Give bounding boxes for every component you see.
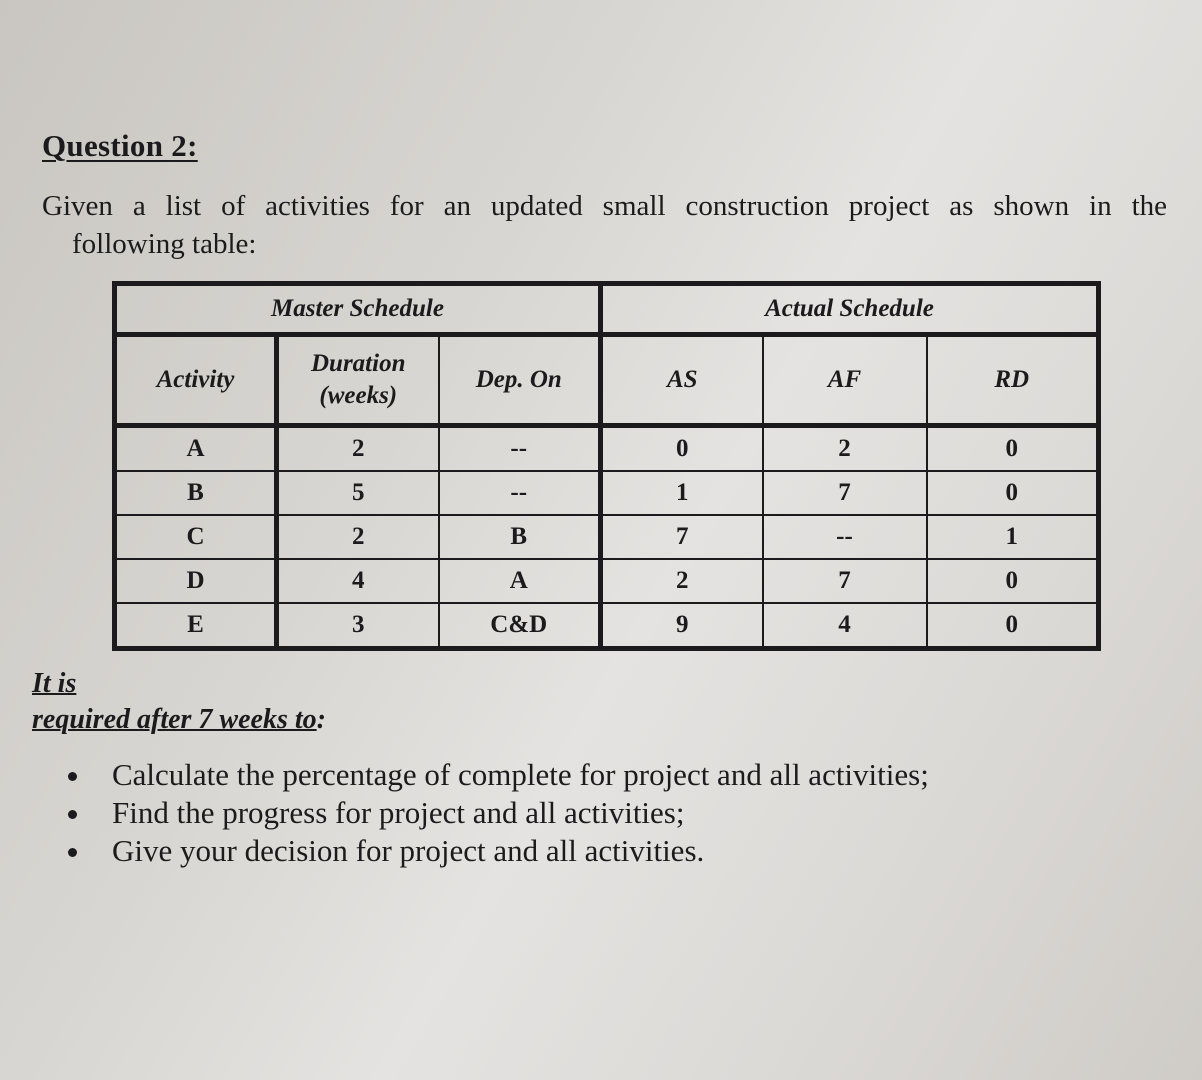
activity-cell: A: [115, 426, 277, 472]
table-row: [115, 471, 1099, 515]
af-cell: 7: [763, 471, 927, 515]
list-item: [60, 832, 929, 870]
duration-cell: 2: [277, 515, 439, 559]
table-row: [115, 559, 1099, 603]
af-cell: --: [763, 515, 927, 559]
duration-header-line-1: Duration: [311, 349, 406, 377]
actual-schedule-header: Actual Schedule: [601, 284, 1099, 335]
table-row: [115, 603, 1099, 649]
as-cell: 7: [601, 515, 763, 559]
duration-cell: 2: [277, 426, 439, 472]
rd-cell: 1: [927, 515, 1099, 559]
task-text: Find the progress for project and all activities;: [112, 795, 685, 830]
activity-column-header: Activity: [115, 335, 277, 426]
question-title: Question 2:: [42, 128, 198, 163]
activity-cell: E: [115, 603, 277, 649]
intro-text-line-1: Given a list of activities for an updated small construction project as shown in the: [42, 190, 1167, 222]
list-item: [60, 756, 929, 794]
duration-header-line-2: (weeks): [319, 382, 398, 409]
dep-on-cell: --: [439, 471, 601, 515]
duration-cell: 5: [277, 471, 439, 515]
dep-on-cell: B: [439, 515, 601, 559]
task-text: Calculate the percentage of complete for project and all activities;: [112, 757, 929, 792]
activity-cell: C: [115, 515, 277, 559]
master-schedule-header: Master Schedule: [115, 284, 601, 335]
duration-cell: 3: [277, 603, 439, 649]
rd-cell: 0: [927, 426, 1099, 472]
rd-column-header: RD: [927, 335, 1099, 426]
as-cell: 9: [601, 603, 763, 649]
duration-column-header: [277, 335, 439, 426]
rd-cell: 0: [927, 559, 1099, 603]
bullet-icon: [68, 810, 77, 819]
table-row: [115, 426, 1099, 472]
dep-on-cell: C&D: [439, 603, 601, 649]
column-header-row: [115, 335, 1099, 426]
duration-cell: 4: [277, 559, 439, 603]
list-item: [60, 794, 929, 832]
dep-on-cell: --: [439, 426, 601, 472]
task-text: Give your decision for project and all activities.: [112, 833, 705, 868]
af-column-header: AF: [763, 335, 927, 426]
as-cell: 2: [601, 559, 763, 603]
intro-text-line-2: following table:: [72, 228, 257, 260]
af-cell: 2: [763, 426, 927, 472]
rd-cell: 0: [927, 603, 1099, 649]
dep-on-column-header: Dep. On: [439, 335, 601, 426]
requirement-line-1: It is: [32, 668, 77, 699]
activity-cell: D: [115, 559, 277, 603]
as-cell: 1: [601, 471, 763, 515]
as-cell: 0: [601, 426, 763, 472]
dep-on-cell: A: [439, 559, 601, 603]
bullet-icon: [68, 772, 77, 781]
activity-cell: B: [115, 471, 277, 515]
rd-cell: 0: [927, 471, 1099, 515]
requirement-line-2: required after 7 weeks to: [32, 704, 317, 735]
requirement-heading: [32, 666, 326, 738]
af-cell: 4: [763, 603, 927, 649]
as-column-header: AS: [601, 335, 763, 426]
af-cell: 7: [763, 559, 927, 603]
group-header-row: [115, 284, 1099, 335]
task-list: [60, 756, 929, 870]
requirement-colon: :: [316, 704, 326, 735]
bullet-icon: [68, 848, 77, 857]
table-row: [115, 515, 1099, 559]
schedule-table: [112, 281, 1101, 651]
